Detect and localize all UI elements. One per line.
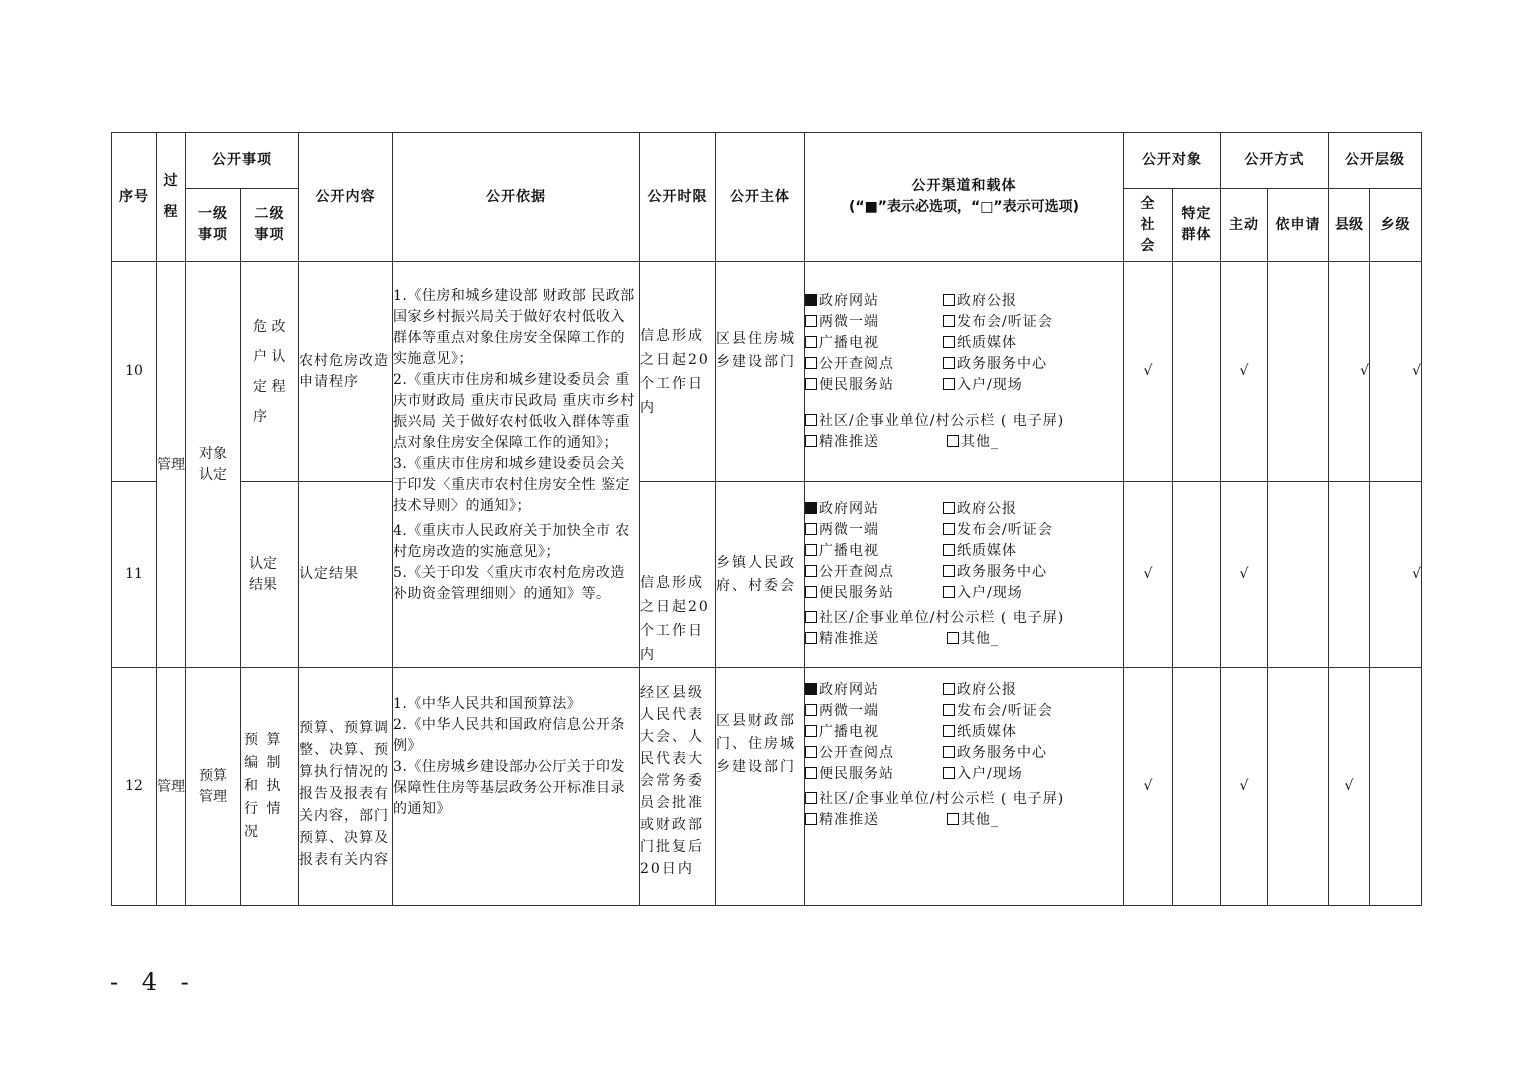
row-time-limit: 经区县级人民代表大会、人民代表大会常务委员会批准或财政部门批复后20日内 bbox=[640, 668, 716, 906]
optional-box-icon bbox=[943, 586, 955, 598]
row-process: 管理 bbox=[157, 668, 186, 906]
disclosure-table bbox=[111, 132, 1422, 906]
row-basis: 1.《住房和城乡建设部 财政部 民政部 国家乡村振兴局关于做好农村低收入群体等重点对象住房安全保障工作的实施意见》； 2.《重庆市住房和城乡建设委员会 重庆市财政局 重庆市民政局 重庆市乡村振兴局 关于做好农村低收入群体等重点对象住房安全保障工作的通知》； 3.《重庆市住房和城乡建设委员会关于印发〈重庆市农村住房安全性 鉴定技术导则〉的通知》； 4.《重庆市人民政府关于加快全市 农村危房改造的实施意见》； 5.《关于印发〈重庆市农村危房改造补助资金管理细则〉的通知》等。 bbox=[393, 262, 640, 668]
check-all-society: √ bbox=[1124, 262, 1173, 482]
check-county: √ bbox=[1329, 668, 1370, 906]
optional-box-icon bbox=[805, 813, 817, 825]
optional-box-icon bbox=[943, 544, 955, 556]
optional-box-icon bbox=[943, 683, 955, 695]
row-time-limit: 信息形成之日起20 个工作日内 bbox=[640, 482, 716, 668]
optional-box-icon bbox=[805, 565, 817, 577]
row-seq: 10 bbox=[112, 262, 157, 482]
required-box-icon bbox=[805, 683, 817, 695]
header-level-town: 乡级 bbox=[1370, 189, 1422, 262]
row-content: 认定结果 bbox=[299, 482, 393, 668]
table-row bbox=[112, 668, 1422, 906]
check-active: √ bbox=[1221, 668, 1268, 906]
row-subject: 区县财政部门、住房城乡建设部门 bbox=[716, 668, 805, 906]
row-level2: 危 改 户 认 定 程 序 bbox=[241, 262, 299, 482]
row-subject: 乡镇人民政府、村委会 bbox=[716, 482, 805, 668]
row-basis: 1.《中华人民共和国预算法》 2.《中华人民共和国政府信息公开条例》 3.《住房城乡建设部办公厅关于印发保障性住房等基层政务公开标准目录的通知》 bbox=[393, 668, 640, 906]
optional-box-icon bbox=[805, 378, 817, 390]
header-target-specific: 特定 群体 bbox=[1173, 189, 1221, 262]
check-county: √ bbox=[1329, 262, 1370, 482]
check-town: √ bbox=[1370, 262, 1422, 482]
optional-box-icon bbox=[805, 704, 817, 716]
page-number: - 4 - bbox=[110, 968, 197, 996]
header-subject: 公开主体 bbox=[716, 133, 805, 262]
row-channels: 政府网站 政府公报 两微一端 发布会/听证会 广播电视 纸质媒体 公开查阅点 政务服务中心 便民服务站 入户/现场 社区/企事业单位/村公示栏 ( 电子屏) 精准推送 其他_ bbox=[805, 482, 1124, 668]
optional-box-icon bbox=[805, 746, 817, 758]
row-subject: 区县住房城乡建设部门 bbox=[716, 262, 805, 482]
header-target: 公开对象 bbox=[1124, 133, 1221, 189]
row-seq: 12 bbox=[112, 668, 157, 906]
row-level1: 对象认定 bbox=[186, 262, 241, 668]
row-process: 管理 bbox=[157, 262, 186, 668]
header-level-county: 县级 bbox=[1329, 189, 1370, 262]
optional-box-icon bbox=[805, 586, 817, 598]
optional-box-icon bbox=[805, 767, 817, 779]
header-channels bbox=[805, 133, 1124, 262]
row-channels: 政府网站 政府公报 两微一端 发布会/听证会 广播电视 纸质媒体 公开查阅点 政务服务中心 便民服务站 入户/现场 社区/企事业单位/村公示栏 ( 电子屏) 精准推送 其他_ bbox=[805, 668, 1124, 906]
row-seq: 11 bbox=[112, 482, 157, 668]
optional-box-icon bbox=[943, 523, 955, 535]
header-level2: 二级 事项 bbox=[241, 189, 299, 262]
row-level2: 认定 结果 bbox=[241, 482, 299, 668]
optional-box-icon bbox=[805, 611, 817, 623]
optional-box-icon bbox=[943, 502, 955, 514]
optional-box-icon bbox=[805, 632, 817, 644]
header-seq: 序号 bbox=[112, 133, 157, 262]
optional-box-icon bbox=[943, 336, 955, 348]
row-level2: 预 算 编 制 和 执 行 情 况 bbox=[241, 668, 299, 906]
row-content: 农村危房改造申请程序 bbox=[299, 262, 393, 482]
check-active: √ bbox=[1221, 482, 1268, 668]
optional-box-icon bbox=[943, 725, 955, 737]
optional-box-icon bbox=[805, 725, 817, 737]
optional-box-icon bbox=[805, 357, 817, 369]
check-specific-group bbox=[1173, 668, 1221, 906]
header-basis: 公开依据 bbox=[393, 133, 640, 262]
channels-note: (“■”表示必选项，“□”表示可选项) bbox=[848, 199, 1080, 215]
header-target-all: 全 社 会 bbox=[1124, 189, 1173, 262]
optional-box-icon bbox=[943, 315, 955, 327]
required-box-icon bbox=[805, 294, 817, 306]
row-time-limit: 信息形成之日起20个工作日内 bbox=[640, 262, 716, 482]
optional-box-icon bbox=[805, 435, 817, 447]
optional-box-icon bbox=[947, 632, 959, 644]
optional-box-icon bbox=[943, 704, 955, 716]
check-county bbox=[1329, 482, 1370, 668]
header-method: 公开方式 bbox=[1221, 133, 1329, 189]
optional-box-icon bbox=[947, 813, 959, 825]
check-apply bbox=[1268, 668, 1329, 906]
check-apply bbox=[1268, 482, 1329, 668]
check-specific-group bbox=[1173, 262, 1221, 482]
optional-box-icon bbox=[805, 336, 817, 348]
header-level1: 一级 事项 bbox=[186, 189, 241, 262]
optional-box-icon bbox=[943, 294, 955, 306]
optional-box-icon bbox=[943, 357, 955, 369]
optional-box-icon bbox=[805, 544, 817, 556]
optional-box-icon bbox=[943, 378, 955, 390]
header-level: 公开层级 bbox=[1329, 133, 1422, 189]
optional-box-icon bbox=[943, 746, 955, 758]
check-active: √ bbox=[1221, 262, 1268, 482]
header-public-items: 公开事项 bbox=[186, 133, 299, 189]
channels-title: 公开渠道和载体 bbox=[911, 178, 1017, 194]
optional-box-icon bbox=[805, 792, 817, 804]
row-content: 预算、预算调整、决算、预算执行情况的报告及报表有关内容，部门预算、决算及报表有关内容 bbox=[299, 668, 393, 906]
check-town bbox=[1370, 668, 1422, 906]
row-level1: 预算管理 bbox=[186, 668, 241, 906]
table-row bbox=[112, 482, 1422, 668]
header-content: 公开内容 bbox=[299, 133, 393, 262]
optional-box-icon bbox=[943, 565, 955, 577]
header-method-active: 主动 bbox=[1221, 189, 1268, 262]
optional-box-icon bbox=[805, 414, 817, 426]
required-box-icon bbox=[805, 502, 817, 514]
check-apply bbox=[1268, 262, 1329, 482]
optional-box-icon bbox=[805, 523, 817, 535]
check-all-society: √ bbox=[1124, 668, 1173, 906]
header-time-limit: 公开时限 bbox=[640, 133, 716, 262]
check-all-society: √ bbox=[1124, 482, 1173, 668]
optional-box-icon bbox=[947, 435, 959, 447]
optional-box-icon bbox=[805, 315, 817, 327]
header-method-apply: 依申请 bbox=[1268, 189, 1329, 262]
row-channels: 政府网站 政府公报 两微一端 发布会/听证会 广播电视 纸质媒体 公开查阅点 政务服务中心 便民服务站 入户/现场 社区/企事业单位/村公示栏 ( 电子屏) 精准推送 其他_ bbox=[805, 262, 1124, 482]
optional-box-icon bbox=[943, 767, 955, 779]
check-specific-group bbox=[1173, 482, 1221, 668]
check-town: √ bbox=[1370, 482, 1422, 668]
table-row bbox=[112, 262, 1422, 482]
header-process: 过 程 bbox=[157, 133, 186, 262]
